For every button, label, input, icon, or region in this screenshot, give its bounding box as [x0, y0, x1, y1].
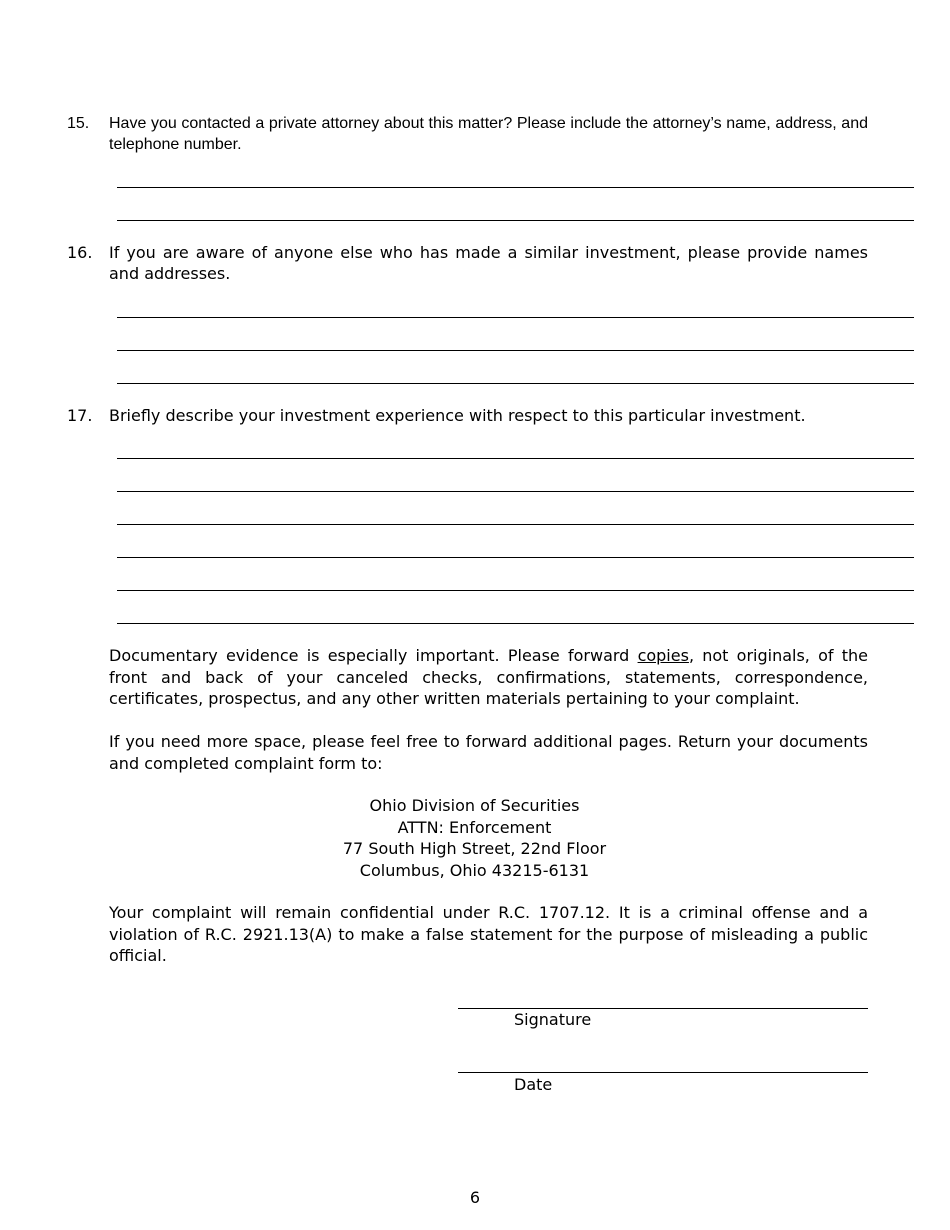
- answer-line[interactable]: [117, 590, 914, 591]
- answer-line[interactable]: [117, 383, 914, 384]
- address-line-4: Columbus, Ohio 43215-6131: [359, 860, 590, 880]
- answer-line[interactable]: [117, 317, 914, 318]
- mailing-address: [109, 795, 840, 881]
- confidential-paragraph: Your complaint will remain confidential under R.C. 1707.12. It is a criminal offense and a violation of R.C. 2921.13(A) to make a false statement for the purpose of misleading a public official.: [109, 903, 868, 965]
- address-line-3: 77 South High Street, 22nd Floor: [342, 839, 607, 858]
- answer-line[interactable]: [117, 524, 914, 525]
- address-line-2: ATTN: Enforcement: [397, 817, 552, 837]
- signature-label: Signature: [514, 1010, 592, 1029]
- address-line-1: Ohio Division of Securities: [369, 796, 580, 815]
- date-line[interactable]: [458, 1072, 868, 1073]
- answer-line[interactable]: [117, 491, 914, 492]
- answer-line[interactable]: [117, 187, 914, 188]
- answer-line[interactable]: [117, 458, 914, 459]
- answer-line[interactable]: [117, 220, 914, 221]
- question-15-text: Have you contacted a private attorney about this matter? Please include the attorney’s name, address, and telephone number.: [109, 115, 868, 153]
- evidence-text-end: , not originals, of the front and back of your canceled checks, confirmations, statements, correspondence, certificates, prospectus, and any other written materials pertaining to your complaint.: [109, 646, 868, 708]
- page-number: 6: [469, 1188, 481, 1207]
- answer-line[interactable]: [117, 557, 914, 558]
- question-16-number: 16.: [67, 243, 93, 262]
- question-16-text: If you are aware of anyone else who has made a similar investment, please provide names and addresses.: [109, 243, 868, 283]
- evidence-paragraph: [109, 645, 868, 710]
- question-17-number: 17.: [67, 406, 93, 425]
- more-space-paragraph: If you need more space, please feel free to forward additional pages. Return your documents and completed complaint form to:: [109, 732, 868, 773]
- question-15-number: 15.: [67, 115, 90, 132]
- answer-line[interactable]: [117, 350, 914, 351]
- answer-line[interactable]: [117, 623, 914, 624]
- date-label: Date: [514, 1075, 553, 1094]
- evidence-text-start: Documentary evidence is especially important. Please forward: [109, 646, 638, 665]
- signature-line[interactable]: [458, 1008, 868, 1009]
- question-17-text: Briefly describe your investment experience with respect to this particular investment.: [109, 406, 806, 425]
- evidence-copies-emphasis: copies: [637, 646, 689, 665]
